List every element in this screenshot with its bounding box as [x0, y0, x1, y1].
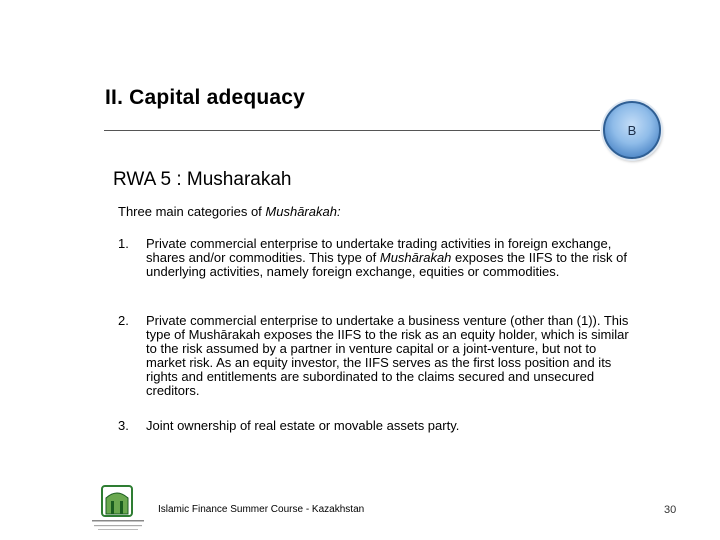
list-item-text: Private commercial enterprise to undertake a business venture (other than (1)). This type of Mushārakah exposes the IIFS to the risk as an equity holder, which is similar to the risk assumed by a partner in venture capital or a joint-venture, but not to market risk. As an equity investor, the IIFS serves as the first loss position and its rights and entitlements are subordinated to the claims secured and unsecured creditors. [146, 313, 629, 398]
list-item [118, 314, 638, 398]
section-badge [603, 101, 661, 159]
list-item-number: 1. [118, 236, 129, 251]
list-item-number: 2. [118, 313, 129, 328]
footer-course-text: Islamic Finance Summer Course - Kazakhstan [158, 504, 365, 515]
list-item-text-end: exposes the IIFS to the risk of underlying activities, namely foreign exchange, equities or commodities. [146, 250, 628, 279]
intro-text [118, 204, 341, 219]
list-item [118, 237, 638, 279]
title-divider [104, 130, 600, 131]
section-subtitle: RWA 5 : Musharakah [113, 169, 292, 190]
intro-italic: Mushārakah: [265, 204, 341, 219]
list-item-text: Private commercial enterprise to undertake trading activities in foreign exchange, shares and/or commodities. This type of [146, 236, 612, 265]
list-item-italic: Mushārakah [379, 250, 452, 265]
page-title: II. Capital adequacy [105, 86, 306, 109]
list-item [118, 419, 638, 433]
list-item-text: Joint ownership of real estate or movable assets party. [146, 418, 460, 433]
section-badge-label: B [627, 122, 637, 138]
list-item-number: 3. [118, 418, 129, 433]
institution-logo-icon [88, 484, 148, 534]
page-number: 30 [664, 504, 677, 516]
intro-plain: Three main categories of [118, 204, 266, 219]
